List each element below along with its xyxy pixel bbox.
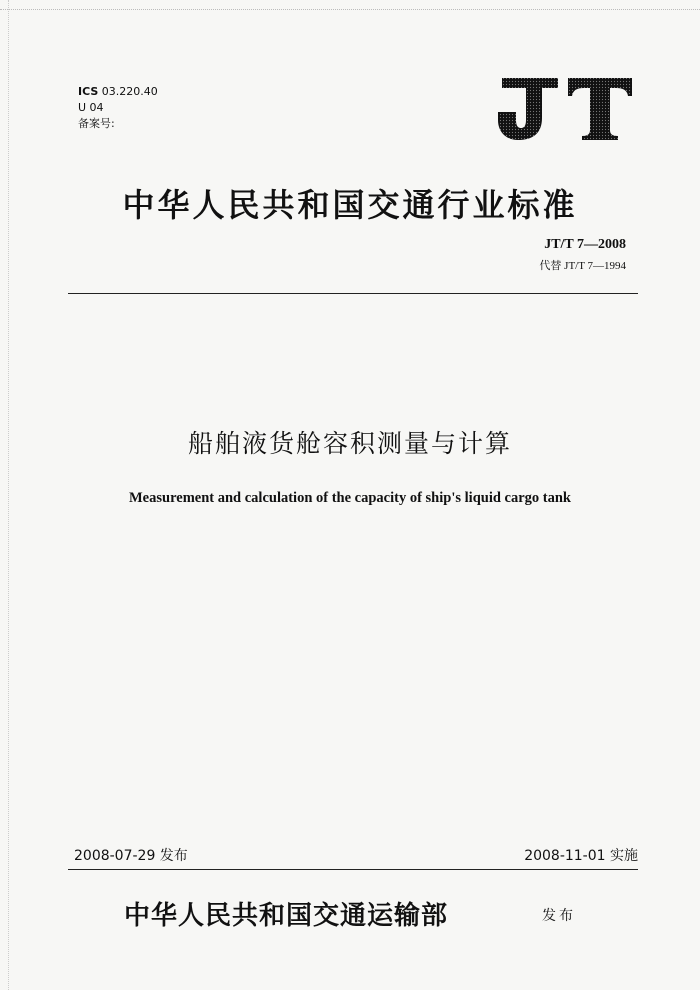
footer-divider	[68, 869, 638, 870]
record-number-label: 备案号:	[78, 117, 115, 130]
classification-block	[78, 84, 158, 132]
logo-letter-j	[498, 78, 558, 140]
header-divider	[68, 293, 638, 294]
issue-date: 2008-07-29 发布	[74, 848, 188, 864]
standard-title-chinese: 船舶液货舱容积测量与计算	[187, 429, 512, 458]
issue-action: 发布	[542, 908, 576, 924]
ics-number: 03.220.40	[101, 85, 158, 98]
issuing-category-title: 中华人民共和国交通行业标准	[122, 186, 578, 224]
replaces-standard: 代替 JT/T 7—1994	[539, 260, 626, 272]
logo-letter-t	[568, 78, 632, 140]
standard-number: JT/T 7—2008	[544, 237, 626, 252]
scan-edge-top	[0, 9, 700, 10]
implementation-date: 2008-11-01 实施	[524, 848, 638, 864]
ics-line	[78, 84, 158, 100]
issuing-authority: 中华人民共和国交通运输部	[124, 901, 449, 931]
ics-label: ICS	[78, 85, 99, 98]
jt-logo	[496, 74, 634, 142]
classification-code: U 04	[78, 101, 104, 114]
standard-title-english: Measurement and calculation of the capacity of ship's liquid cargo tank	[129, 490, 571, 506]
